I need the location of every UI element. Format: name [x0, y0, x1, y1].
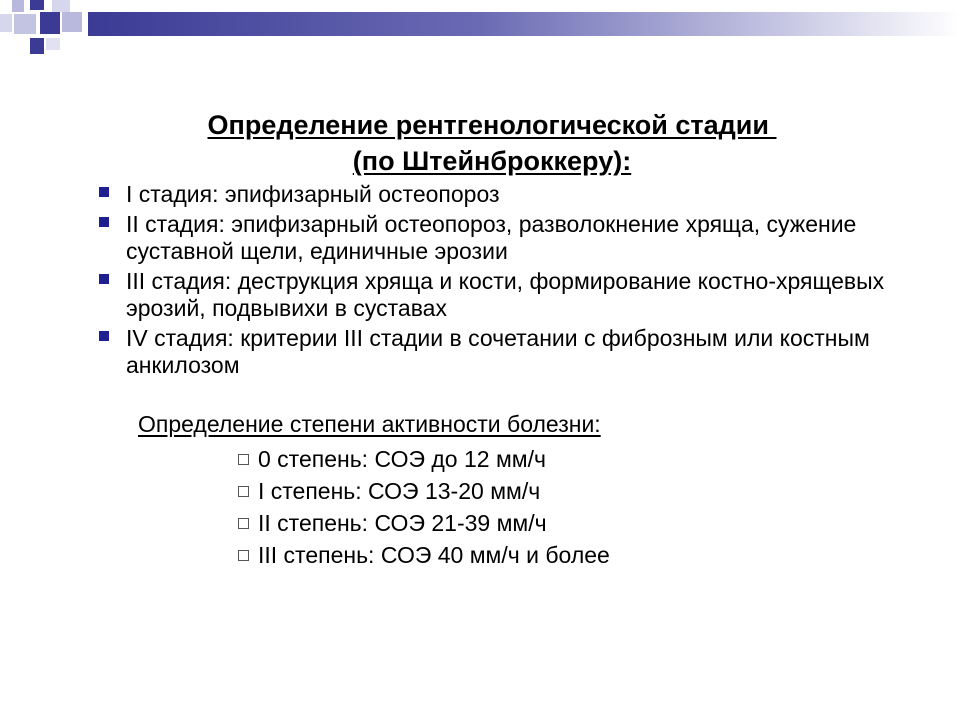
square-bullet-icon [99, 331, 109, 341]
degree-text: III степень: СОЭ 40 мм/ч и более [258, 542, 610, 568]
decor-square [40, 12, 60, 34]
stage-item [118, 181, 918, 208]
stage-item [118, 268, 918, 322]
hollow-square-bullet-icon [238, 486, 249, 497]
title-line-1: Определение рентгенологической стадии [207, 110, 777, 140]
slide-title [0, 107, 960, 179]
decor-square [12, 0, 24, 12]
decor-square [0, 14, 12, 32]
square-bullet-icon [99, 274, 109, 284]
degree-text: 0 степень: СОЭ до 12 мм/ч [258, 446, 546, 472]
decor-square [46, 38, 60, 50]
decor-square [30, 38, 44, 54]
degree-text: I степень: СОЭ 13-20 мм/ч [258, 478, 541, 504]
stage-list [118, 181, 918, 382]
hollow-square-bullet-icon [238, 454, 249, 465]
title-line-2: (по Штейнброккеру): [352, 146, 632, 176]
stage-item [118, 325, 918, 379]
decor-square [30, 0, 44, 10]
square-bullet-icon [99, 187, 109, 197]
degree-text: II степень: СОЭ 21-39 мм/ч [258, 510, 547, 536]
stage-text: II стадия: эпифизарный остеопороз, разволокнение хряща, сужение суставной щели, единичные эрозии [126, 211, 857, 264]
degree-item [258, 475, 610, 507]
decor-square [52, 0, 70, 12]
activity-heading: Определение степени активности болезни: [138, 411, 601, 437]
decor-square [62, 12, 82, 32]
degree-item [258, 443, 610, 475]
stage-item [118, 211, 918, 265]
hollow-square-bullet-icon [238, 518, 249, 529]
hollow-square-bullet-icon [238, 550, 249, 561]
activity-degree-list [258, 443, 610, 571]
stage-text: IV стадия: критерии III стадии в сочетании с фиброзным или костным анкилозом [126, 325, 870, 378]
decor-square [14, 14, 36, 34]
decor-gradient-bar [88, 12, 960, 36]
square-bullet-icon [99, 217, 109, 227]
slide-header-decoration [0, 0, 960, 60]
stage-text: III стадия: деструкция хряща и кости, формирование костно-хрящевых эрозий, подвывихи в суставах [126, 268, 885, 321]
degree-item [258, 507, 610, 539]
degree-item [258, 539, 610, 571]
stage-text: I стадия: эпифизарный остеопороз [126, 181, 500, 207]
